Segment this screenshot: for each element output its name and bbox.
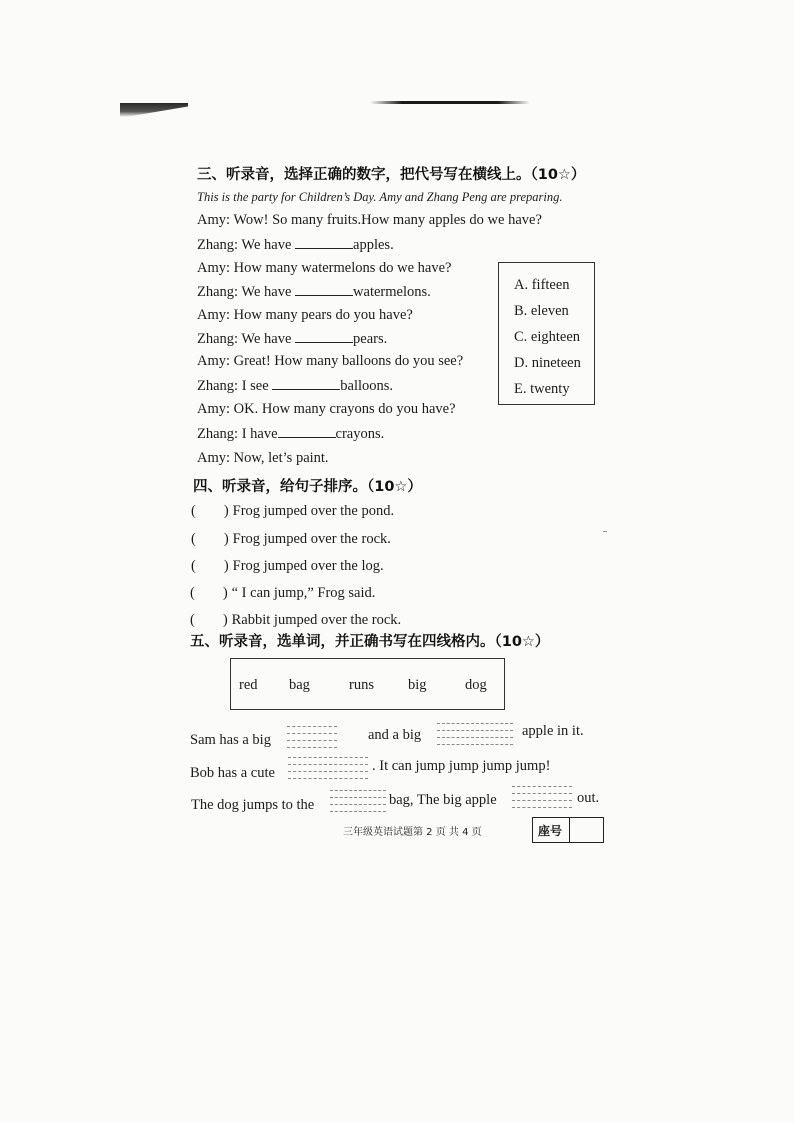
dialogue-text: Amy: How many watermelons do we have?	[197, 260, 452, 276]
dialogue-text: Zhang: I have	[197, 426, 278, 442]
sentence-part: and a big	[368, 727, 422, 743]
answer-blank[interactable]	[295, 330, 353, 343]
answer-blank[interactable]	[272, 377, 340, 390]
dialogue-text: Amy: Wow! So many fruits.How many apples do we have?	[197, 212, 542, 228]
four-line-grid[interactable]	[288, 757, 368, 779]
dialogue-text: crayons.	[335, 426, 385, 442]
answer-blank[interactable]	[295, 236, 353, 249]
dialogue-line	[197, 307, 413, 324]
dialogue-line	[197, 401, 456, 418]
dialogue-text: Amy: Great! How many balloons do you see?	[197, 353, 464, 369]
word-option: runs	[349, 677, 374, 693]
dialogue-text: pears.	[353, 331, 388, 347]
dialogue-line	[197, 330, 387, 348]
section5-title: 五、听录音，选单词，并正确书写在四线格内。（10☆）	[190, 634, 550, 650]
word-option: bag	[289, 677, 310, 693]
choice-box	[498, 262, 595, 405]
order-sentence: “ I can jump,” Frog said.	[231, 585, 376, 601]
dialogue-text: Zhang: We have	[197, 331, 296, 347]
scan-artifact-line	[370, 101, 530, 104]
order-sentence: Frog jumped over the pond.	[232, 503, 395, 519]
choice-option: D. nineteen	[514, 355, 581, 371]
sentence-part: bag, The big apple	[389, 792, 497, 808]
order-sentence: Rabbit jumped over the rock.	[231, 612, 402, 628]
section3-title: 三、听录音，选择正确的数字，把代号写在横线上。（10☆）	[197, 167, 586, 183]
word-option: big	[408, 677, 427, 693]
order-answer-paren[interactable]: ( )	[190, 612, 228, 628]
word-bank	[230, 658, 505, 710]
dialogue-text: Zhang: We have	[197, 284, 296, 300]
dialogue-text: Amy: Now, let’s paint.	[197, 450, 329, 466]
order-answer-paren[interactable]: ( )	[191, 558, 229, 574]
four-line-grid[interactable]	[512, 786, 572, 808]
dialogue-text: Amy: OK. How many crayons do you have?	[197, 401, 456, 417]
dialogue-text: Zhang: I see	[197, 378, 273, 394]
word-option: dog	[465, 677, 487, 693]
sentence-part: Bob has a cute	[190, 765, 275, 781]
answer-blank[interactable]	[295, 283, 353, 296]
section4-title: 四、听录音，给句子排序。（10☆）	[193, 479, 422, 495]
order-answer-paren[interactable]: ( )	[191, 503, 229, 519]
choice-option: C. eighteen	[514, 329, 581, 345]
order-item	[191, 531, 391, 548]
dialogue-line	[197, 377, 393, 395]
sentence-part: Sam has a big	[190, 732, 271, 748]
dialogue-line	[197, 283, 431, 301]
dialogue-line	[197, 236, 394, 254]
order-sentence: Frog jumped over the log.	[232, 558, 384, 574]
section3-intro: This is the party for Children’s Day. Amy and Zhang Peng are preparing.	[197, 190, 563, 204]
dialogue-line	[197, 212, 542, 229]
seat-divider	[569, 818, 570, 842]
choice-option: E. twenty	[514, 381, 570, 397]
order-sentence: Frog jumped over the rock.	[232, 531, 391, 547]
four-line-grid[interactable]	[287, 726, 337, 748]
dialogue-line	[197, 450, 329, 467]
dialogue-text: Amy: How many pears do you have?	[197, 307, 413, 323]
dialogue-text: watermelons.	[353, 284, 431, 300]
order-item	[190, 612, 401, 629]
order-item	[190, 585, 375, 602]
page-footer: 三年级英语试题第 2 页 共 4 页	[343, 827, 482, 838]
four-line-grid[interactable]	[437, 723, 513, 745]
word-option: red	[239, 677, 258, 693]
dialogue-text: Zhang: We have	[197, 237, 296, 253]
order-answer-paren[interactable]: ( )	[190, 585, 228, 601]
choice-option: B. eleven	[514, 303, 569, 319]
sentence-part: apple in it.	[522, 723, 584, 739]
order-item	[191, 503, 394, 520]
dialogue-line	[197, 260, 452, 277]
seat-label: 座号	[538, 824, 563, 838]
sentence-part: . It can jump jump jump jump!	[372, 758, 551, 774]
sentence-part: out.	[577, 790, 600, 806]
scan-artifact	[120, 103, 188, 117]
dialogue-text: balloons.	[340, 378, 394, 394]
seat-number-box[interactable]	[532, 817, 604, 843]
dialogue-line	[197, 425, 384, 443]
dialogue-text: apples.	[353, 237, 394, 253]
answer-blank[interactable]	[278, 425, 336, 438]
scan-mark	[603, 531, 607, 532]
order-answer-paren[interactable]: ( )	[191, 531, 229, 547]
dialogue-line	[197, 353, 463, 370]
sentence-part: The dog jumps to the	[191, 797, 315, 813]
choice-option: A. fifteen	[514, 277, 570, 293]
order-item	[191, 558, 384, 575]
four-line-grid[interactable]	[330, 790, 386, 812]
